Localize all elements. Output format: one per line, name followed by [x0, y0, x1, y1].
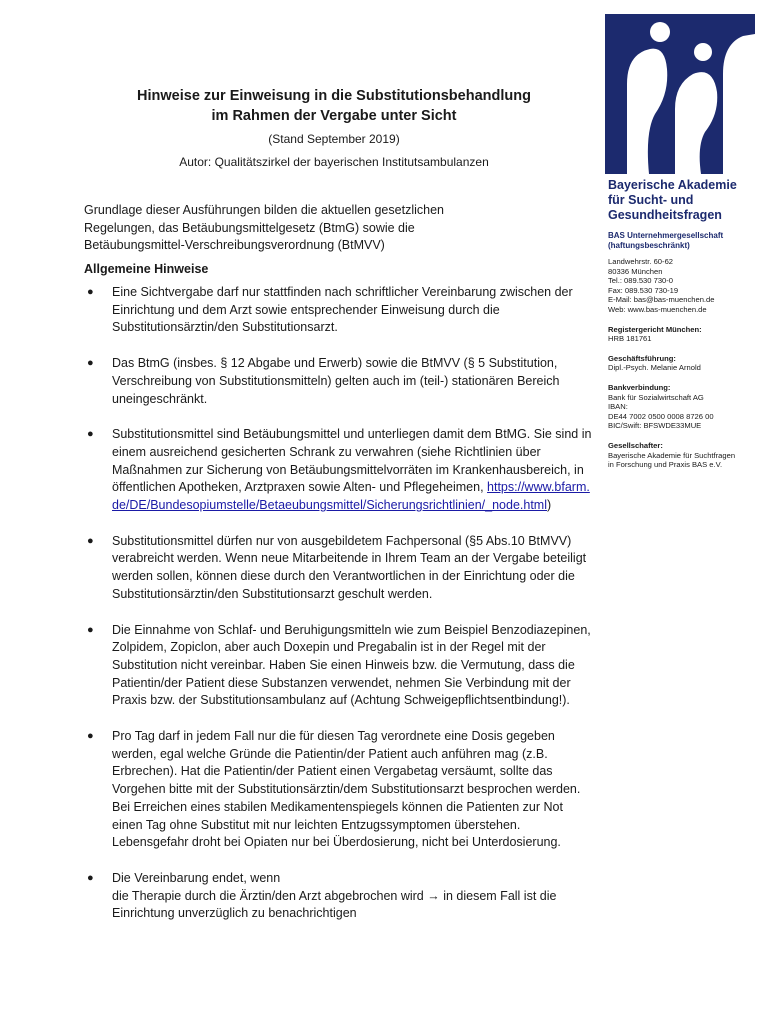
org-name-line: Bayerische Akademie — [608, 178, 737, 192]
list-item-text: Die Vereinbarung endet, wenn — [112, 870, 281, 885]
register-heading: Registergericht München: — [608, 324, 702, 334]
website[interactable]: Web: www.bas-muenchen.de — [608, 304, 707, 314]
shareholder-heading: Gesellschafter: — [608, 440, 663, 450]
list-item — [84, 870, 596, 923]
email[interactable]: E-Mail: bas@bas-muenchen.de — [608, 295, 715, 305]
title-line: Hinweise zur Einweisung in die Substitutionsbehandlung — [137, 88, 531, 104]
org-header — [608, 178, 768, 251]
org-name-line: für Sucht- und — [608, 193, 694, 207]
title-line: im Rahmen der Vergabe unter Sicht — [211, 108, 457, 124]
bfarm-link[interactable]: https://www.bfarm.de/DE/Bundesopiumstelle/Betaeubungsmittel/Sicherungsrichtlinien/_node.html — [112, 480, 590, 513]
management-value: Dipl.-Psych. Melanie Arnold — [608, 363, 701, 373]
iban: DE44 7002 0500 0008 8726 00 — [608, 411, 714, 421]
list-item-text: Pro Tag darf in jedem Fall nur die für diesen Tag verordnete eine Dosis gegeben werden, egal welche Gründe die Patientin/der Patient auch anführen mag (z.B. Erbrechen). Hat die Patientin/der Patient einen Vergabetag versäumt, sollte das Vorgehen bitte mit der Substitutionsärztin/dem Substitutionsarzt besprochen werden. Bei Erreichen eines stabilen Medikamentenspiegels können die Patienten zur Not einen Tag ohne Substitut mit nur leichten Entzugssymptomen überstehen. Lebensgefahr droht bei Opiaten nur bei Überdosierung, nicht bei Unterdosierung. — [112, 729, 581, 850]
page-title — [84, 86, 584, 126]
list-item — [84, 426, 596, 515]
list-item — [84, 355, 596, 408]
list-item — [84, 533, 596, 604]
city: 80336 München — [608, 266, 663, 276]
bullet-icon: ● — [87, 730, 94, 743]
list-item — [84, 728, 596, 852]
org-name-line: Gesundheitsfragen — [608, 208, 722, 222]
list-item-subline: die Therapie durch die Ärztin/den Arzt abgebrochen wird → in diesem Fall ist die Einrichtung unverzüglich zu benachrichtigen — [112, 888, 557, 921]
hint-list — [84, 284, 596, 941]
list-item — [84, 622, 596, 711]
list-item-text: Substitutionsmittel sind Betäubungsmittel und unterliegen damit dem BtMG. Sie sind in einem ausreichend gesicherten Schrank zu verwahren (siehe Richtlinien über Maßnahmen zur Sicherung von Betäubungsmittelvorräten im Krankenhausbereich, in öffentlichen Apotheken, Arztpraxen sowie Alten- und Pflegeheimen, — [112, 427, 592, 495]
street: Landwehrstr. 60-62 — [608, 257, 674, 266]
fax: Fax: 089.530 730-19 — [608, 285, 679, 295]
bullet-icon: ● — [87, 871, 94, 884]
contact-block — [608, 257, 768, 470]
stand-date: (Stand September 2019) — [268, 132, 400, 146]
shareholder-line: in Forschung und Praxis BAS e.V. — [608, 460, 723, 470]
management-heading: Geschäftsführung: — [608, 353, 676, 363]
bank-name: Bank für Sozialwirtschaft AG — [608, 392, 704, 402]
list-item — [84, 284, 596, 337]
bullet-icon: ● — [87, 428, 94, 441]
intro-paragraph: Grundlage dieser Ausführungen bilden die aktuellen gesetzlichen Regelungen, das Betäubungsmittelgesetz (BtmG) sowie die Betäubungsmittel-Verschreibungsverordnung (BtMVV) — [84, 203, 444, 252]
org-sub-line: (haftungsbeschränkt) — [608, 241, 690, 250]
register-value: HRB 181761 — [608, 334, 652, 344]
section-heading: Allgemeine Hinweise — [84, 262, 209, 276]
closing-paren: ) — [546, 498, 552, 513]
bic: BIC/Swift: BFSWDE33MUE — [608, 421, 702, 431]
list-item-text: Die Einnahme von Schlaf- und Beruhigungsmitteln wie zum Beispiel Benzodiazepinen, Zolpidem, Zopiclon, aber auch Doxepin und Pregabalin ist in der Regel mit der Substitution nicht vereinbar. Haben Sie einen Hinweis bzw. die Vermutung, dass die Patientin/der Patient diese Substanzen verwendet, nehmen Sie Verbindung mit der Praxis bzw. der Substitutionsambulanz auf (Achtung Schweigepflichtsentbindung!). — [112, 622, 591, 708]
bullet-icon: ● — [87, 534, 94, 547]
iban-label: IBAN: — [608, 402, 628, 412]
bas-logo — [605, 14, 755, 174]
org-sub-line: BAS Unternehmergesellschaft — [608, 231, 724, 240]
list-item-text: Eine Sichtvergabe darf nur stattfinden nach schriftlicher Vereinbarung zwischen der Einrichtung und dem Arzt sowie entsprechender Einweisung durch die Substitutionsärztin/den Substitutionsarzt. — [112, 285, 573, 335]
list-item-text: Das BtmG (insbes. § 12 Abgabe und Erwerb) sowie die BtMVV (§ 5 Substitution, Verschreibung von Substitutionsmitteln) gelten auch im (teil-) stationären Bereich uneingeschränkt. — [112, 356, 560, 406]
shareholder-line: Bayerische Akademie für Suchtfragen — [608, 450, 736, 460]
phone: Tel.: 089.530 730-0 — [608, 276, 674, 286]
bullet-icon: ● — [87, 286, 94, 298]
bullet-icon: ● — [87, 623, 94, 636]
author-line: Autor: Qualitätszirkel der bayerischen Institutsambulanzen — [179, 155, 489, 169]
list-item-text: Substitutionsmittel dürfen nur von ausgebildetem Fachpersonal (§5 Abs.10 BtMVV) verabreicht werden. Wenn neue Mitarbeitende in Ihrem Team an der Vergabe beteiligt werden sollen, können diese durch den Verantwortlichen in der Einrichtung oder die Substitutionsärztin/den Substitutionsarzt geschult werden. — [112, 533, 587, 601]
bank-heading: Bankverbindung: — [608, 382, 671, 392]
bullet-icon: ● — [87, 357, 94, 370]
